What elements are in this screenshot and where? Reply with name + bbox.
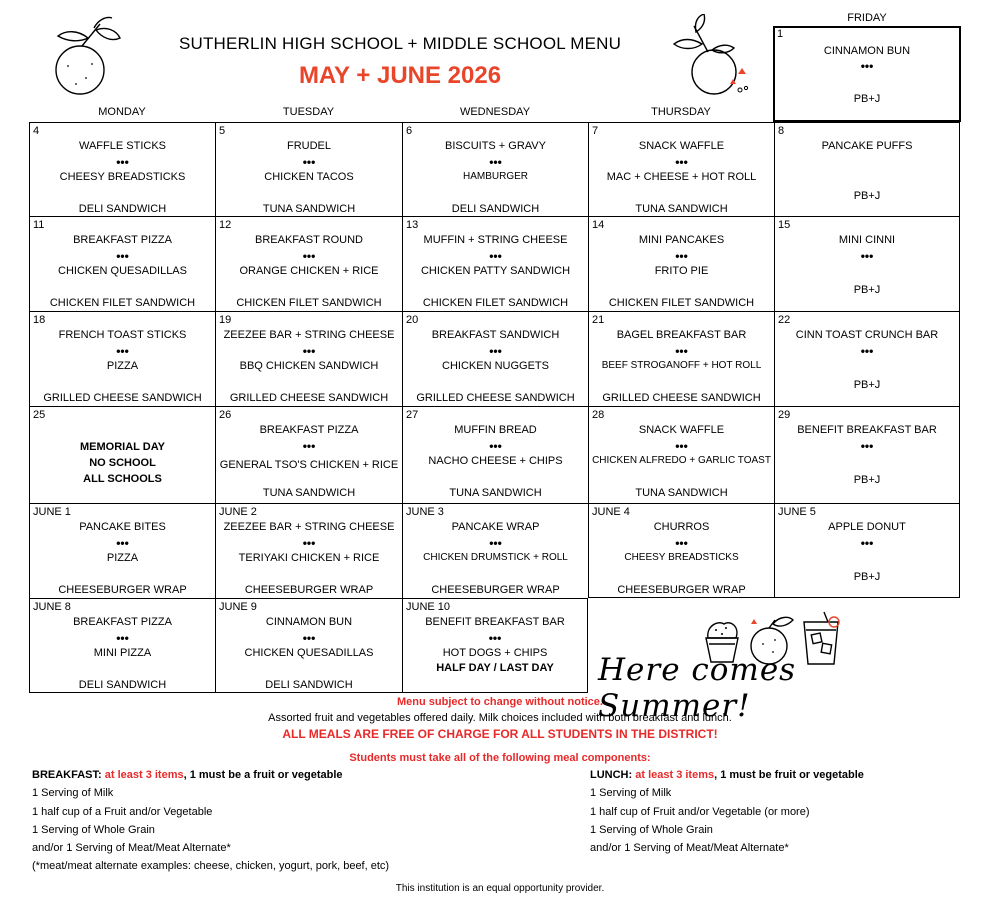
- day-number: JUNE 8: [33, 601, 71, 613]
- menu-item-lunch: GENERAL TSO'S CHICKEN + RICE: [219, 459, 399, 471]
- menu-item-alternate: TUNA SANDWICH: [635, 203, 728, 215]
- menu-item-alternate: TUNA SANDWICH: [262, 203, 356, 215]
- menu-item-breakfast: CHURROS: [653, 521, 710, 533]
- menu-item-alternate: CHICKEN FILET SANDWICH: [608, 297, 755, 309]
- separator-dots: •••: [675, 536, 688, 550]
- lunch-label: LUNCH:: [590, 769, 633, 781]
- separator-dots: •••: [116, 631, 129, 645]
- calendar-day-cell: [215, 503, 402, 598]
- menu-item-breakfast: BREAKFAST ROUND: [255, 234, 363, 246]
- menu-item-breakfast: FRUDEL: [286, 140, 331, 152]
- orange-branch-icon: [38, 8, 128, 98]
- menu-item-alternate: PB+J: [853, 474, 881, 486]
- calendar-day-cell: [215, 122, 402, 216]
- assorted-notice: Assorted fruit and vegetables offered daily. Milk choices included with both breakfast and lunch.: [268, 712, 732, 724]
- day-number: 22: [778, 314, 791, 326]
- day-number: 5: [219, 125, 226, 137]
- day-number: JUNE 3: [406, 506, 444, 518]
- menu-item-alternate: PB+J: [853, 284, 881, 296]
- day-number: 29: [778, 409, 791, 421]
- separator-dots: •••: [675, 439, 688, 453]
- menu-item-alternate: PB+J: [853, 93, 881, 105]
- calendar-day-cell: [29, 598, 215, 693]
- menu-item-alternate: CHEESEBURGER WRAP: [431, 584, 560, 596]
- separator-dots: •••: [860, 59, 874, 73]
- calendar-day-cell: [774, 122, 960, 216]
- separator-dots: •••: [302, 439, 316, 453]
- separator-dots: •••: [116, 536, 129, 550]
- menu-item-alternate: GRILLED CHEESE SANDWICH: [229, 392, 389, 404]
- separator-dots: •••: [116, 249, 129, 263]
- menu-item-breakfast: MUFFIN + STRING CHEESE: [423, 234, 568, 246]
- menu-item-breakfast: BREAKFAST PIZZA: [73, 234, 172, 246]
- day-number: 28: [592, 409, 605, 421]
- menu-item-breakfast: ZEEZEE BAR + STRING CHEESE: [223, 329, 395, 341]
- breakfast-rule-rest: , 1 must be a fruit or vegetable: [183, 769, 343, 781]
- menu-item-lunch: MAC + CHEESE + HOT ROLL: [606, 171, 757, 183]
- menu-item-lunch: CHICKEN NUGGETS: [442, 360, 549, 372]
- list-item: 1 half cup of a Fruit and/or Vegetable: [32, 805, 213, 818]
- summer-greeting: Here comes Summer!: [598, 652, 797, 724]
- menu-item-breakfast: BENEFIT BREAKFAST BAR: [425, 616, 565, 628]
- menu-item-breakfast: FRENCH TOAST STICKS: [58, 329, 187, 341]
- menu-item-breakfast: BREAKFAST PIZZA: [259, 424, 359, 436]
- day-header-tuesday: TUESDAY: [282, 106, 335, 118]
- menu-item-breakfast: PANCAKE BITES: [79, 521, 166, 533]
- day-number: 11: [33, 219, 45, 231]
- menu-item-alternate: PB+J: [853, 571, 881, 583]
- breakfast-requirements: [32, 766, 552, 876]
- menu-item-lunch: HAMBURGER: [462, 171, 528, 182]
- separator-dots: •••: [860, 249, 874, 263]
- menu-item-lunch: FRITO PIE: [654, 265, 709, 277]
- separator-dots: •••: [302, 344, 316, 358]
- separator-dots: •••: [489, 249, 502, 263]
- separator-dots: •••: [489, 439, 502, 453]
- day-number: JUNE 10: [406, 601, 451, 613]
- separator-dots: •••: [860, 344, 874, 358]
- lunch-rule-rest: , 1 must be fruit or vegetable: [714, 769, 864, 781]
- holiday-note: ALL SCHOOLS: [83, 473, 162, 485]
- calendar-day-cell: [588, 122, 774, 216]
- menu-item-alternate: GRILLED CHEESE SANDWICH: [43, 392, 202, 404]
- day-number: 12: [219, 219, 232, 231]
- day-number: JUNE 5: [778, 506, 816, 518]
- calendar-day-cell: [588, 503, 774, 598]
- separator-dots: •••: [489, 155, 502, 169]
- menu-item-lunch: CHEESY BREADSTICKS: [624, 552, 739, 563]
- menu-item-lunch: CHICKEN PATTY SANDWICH: [420, 265, 571, 277]
- menu-item-lunch: NACHO CHEESE + CHIPS: [428, 455, 563, 467]
- separator-dots: •••: [489, 344, 502, 358]
- menu-item-alternate: DELI SANDWICH: [451, 203, 540, 215]
- day-header-wednesday: WEDNESDAY: [459, 106, 531, 118]
- menu-item-lunch: BBQ CHICKEN SANDWICH: [239, 360, 379, 372]
- day-number: 1: [777, 28, 784, 40]
- menu-item-lunch: MINI PIZZA: [93, 647, 152, 659]
- menu-item-lunch: ORANGE CHICKEN + RICE: [239, 265, 379, 277]
- calendar-day-cell: [774, 503, 960, 598]
- menu-item-note: HALF DAY / LAST DAY: [436, 662, 554, 674]
- separator-dots: •••: [302, 536, 316, 550]
- calendar-day-cell: [215, 216, 402, 311]
- day-number: 26: [219, 409, 232, 421]
- calendar-day-cell: [774, 26, 960, 122]
- day-number: 8: [778, 125, 785, 137]
- menu-item-lunch: HOT DOGS + CHIPS: [442, 647, 548, 659]
- separator-dots: •••: [675, 155, 688, 169]
- separator-dots: •••: [860, 536, 874, 550]
- day-number: 4: [33, 125, 40, 137]
- menu-item-breakfast: SNACK WAFFLE: [638, 140, 725, 152]
- day-header-friday: FRIDAY: [847, 12, 887, 24]
- lunch-requirements: [590, 766, 990, 857]
- separator-dots: •••: [488, 631, 502, 645]
- day-header-monday: MONDAY: [98, 106, 146, 118]
- calendar-day-cell: [774, 311, 960, 406]
- calendar-day-cell: [402, 406, 588, 503]
- calendar-day-cell: [774, 216, 960, 311]
- menu-item-alternate: CHEESEBURGER WRAP: [244, 584, 374, 596]
- menu-item-lunch: PIZZA: [106, 360, 139, 372]
- day-number: 19: [219, 314, 232, 326]
- menu-item-alternate: CHICKEN FILET SANDWICH: [422, 297, 569, 309]
- breakfast-rule: at least 3 items: [104, 769, 184, 781]
- day-number: 21: [592, 314, 605, 326]
- day-number: 15: [778, 219, 791, 231]
- breakfast-label: BREAKFAST:: [32, 769, 102, 781]
- lunch-rule: at least 3 items: [635, 769, 715, 781]
- day-number: 6: [406, 125, 413, 137]
- menu-item-breakfast: CINN TOAST CRUNCH BAR: [795, 329, 939, 341]
- menu-item-alternate: PB+J: [853, 190, 881, 202]
- menu-item-breakfast: PANCAKE WRAP: [451, 521, 540, 533]
- menu-item-alternate: TUNA SANDWICH: [449, 487, 542, 499]
- menu-item-lunch: TERIYAKI CHICKEN + RICE: [238, 552, 380, 564]
- day-number: 14: [592, 219, 605, 231]
- calendar-day-cell: [402, 503, 588, 598]
- orange-branch-icon: [668, 14, 758, 100]
- separator-dots: •••: [116, 155, 129, 169]
- menu-item-alternate: DELI SANDWICH: [265, 679, 353, 691]
- calendar-day-cell: [588, 216, 774, 311]
- menu-item-alternate: GRILLED CHEESE SANDWICH: [602, 392, 761, 404]
- calendar-day-cell: [29, 122, 215, 216]
- menu-item-lunch: CHICKEN ALFREDO + GARLIC TOAST: [592, 455, 771, 466]
- components-notice: Students must take all of the following meal components:: [349, 752, 651, 764]
- calendar-day-cell: [402, 598, 588, 693]
- calendar-day-cell: [29, 311, 215, 406]
- menu-item-alternate: DELI SANDWICH: [78, 203, 167, 215]
- menu-item-breakfast: APPLE DONUT: [828, 521, 906, 533]
- calendar-day-cell: [29, 216, 215, 311]
- list-item: 1 Serving of Milk: [32, 787, 114, 800]
- menu-item-lunch: CHICKEN QUESADILLAS: [58, 265, 187, 277]
- menu-item-breakfast: WAFFLE STICKS: [79, 140, 166, 152]
- menu-item-alternate: PB+J: [853, 379, 881, 391]
- menu-item-lunch: CHICKEN QUESADILLAS: [244, 647, 374, 659]
- menu-item-breakfast: BREAKFAST SANDWICH: [431, 329, 560, 341]
- day-number: JUNE 9: [219, 601, 257, 613]
- calendar-day-cell: [29, 406, 215, 503]
- menu-item-lunch: CHICKEN TACOS: [264, 171, 354, 183]
- separator-dots: •••: [302, 249, 316, 263]
- menu-item-breakfast: MINI PANCAKES: [638, 234, 725, 246]
- change-notice: Menu subject to change without notice.: [397, 696, 603, 708]
- menu-item-lunch: CHICKEN DRUMSTICK + ROLL: [423, 552, 568, 563]
- menu-item-alternate: TUNA SANDWICH: [635, 487, 728, 499]
- day-number: JUNE 2: [219, 506, 257, 518]
- menu-item-breakfast: BENEFIT BREAKFAST BAR: [797, 424, 937, 436]
- day-number: 27: [406, 409, 419, 421]
- menu-item-alternate: CHICKEN FILET SANDWICH: [49, 297, 196, 309]
- menu-item-alternate: CHEESEBURGER WRAP: [58, 584, 187, 596]
- calendar-day-cell: [588, 311, 774, 406]
- calendar-day-cell: [402, 122, 588, 216]
- day-number: 13: [406, 219, 419, 231]
- day-number: 25: [33, 409, 46, 421]
- separator-dots: •••: [860, 439, 874, 453]
- menu-item-breakfast: BISCUITS + GRAVY: [445, 140, 546, 152]
- separator-dots: •••: [302, 631, 316, 645]
- menu-item-alternate: TUNA SANDWICH: [262, 487, 356, 499]
- menu-item-alternate: DELI SANDWICH: [78, 679, 167, 691]
- day-header-thursday: THURSDAY: [651, 106, 711, 118]
- menu-item-lunch: PIZZA: [106, 552, 139, 564]
- menu-item-lunch: CHEESY BREADSTICKS: [59, 171, 186, 183]
- separator-dots: •••: [675, 249, 688, 263]
- calendar-day-cell: [588, 406, 774, 503]
- menu-item-breakfast: BREAKFAST PIZZA: [73, 616, 172, 628]
- menu-item-breakfast: MINI CINNI: [838, 234, 896, 246]
- list-item: 1 Serving of Whole Grain: [590, 823, 713, 836]
- separator-dots: •••: [116, 344, 129, 358]
- day-number: 20: [406, 314, 419, 326]
- menu-item-breakfast: MUFFIN BREAD: [454, 424, 537, 436]
- holiday-note: MEMORIAL DAY: [80, 441, 165, 453]
- calendar-day-cell: [215, 406, 402, 503]
- day-number: 7: [592, 125, 599, 137]
- calendar-day-cell: [215, 598, 402, 693]
- menu-item-breakfast: ZEEZEE BAR + STRING CHEESE: [223, 521, 395, 533]
- menu-item-breakfast: SNACK WAFFLE: [638, 424, 725, 436]
- separator-dots: •••: [489, 536, 502, 550]
- menu-item-breakfast: BAGEL BREAKFAST BAR: [616, 329, 747, 341]
- menu-item-alternate: GRILLED CHEESE SANDWICH: [416, 392, 575, 404]
- list-item: 1 Serving of Whole Grain: [32, 823, 155, 836]
- day-number: JUNE 1: [33, 506, 71, 518]
- menu-item-breakfast: CINNAMON BUN: [823, 45, 911, 57]
- list-item: and/or 1 Serving of Meat/Meat Alternate*: [32, 842, 231, 855]
- menu-item-alternate: CHICKEN FILET SANDWICH: [236, 297, 382, 309]
- menu-item-lunch: BEEF STROGANOFF + HOT ROLL: [601, 360, 762, 371]
- school-title: SUTHERLIN HIGH SCHOOL + MIDDLE SCHOOL MENU: [178, 34, 622, 53]
- day-number: JUNE 4: [592, 506, 630, 518]
- calendar-day-cell: [215, 311, 402, 406]
- menu-dates: MAY + JUNE 2026: [298, 62, 502, 89]
- menu-item-alternate: CHEESEBURGER WRAP: [617, 584, 746, 596]
- calendar-day-cell: [402, 311, 588, 406]
- free-meals-notice: ALL MEALS ARE FREE OF CHARGE FOR ALL STUDENTS IN THE DISTRICT!: [282, 727, 718, 741]
- list-item: (*meat/meat alternate examples: cheese, chicken, yogurt, pork, beef, etc): [32, 860, 390, 873]
- calendar-day-cell: [774, 406, 960, 503]
- equal-opportunity-notice: This institution is an equal opportunity provider.: [395, 883, 605, 894]
- calendar-day-cell: [29, 503, 215, 598]
- menu-item-breakfast: CINNAMON BUN: [265, 616, 353, 628]
- list-item: 1 half cup of Fruit and/or Vegetable (or more): [590, 805, 810, 818]
- list-item: 1 Serving of Milk: [590, 787, 672, 800]
- separator-dots: •••: [675, 344, 688, 358]
- holiday-note: NO SCHOOL: [89, 457, 156, 469]
- list-item: and/or 1 Serving of Meat/Meat Alternate*: [590, 842, 789, 855]
- separator-dots: •••: [302, 155, 316, 169]
- day-number: 18: [33, 314, 46, 326]
- calendar-day-cell: [402, 216, 588, 311]
- menu-item-breakfast: PANCAKE PUFFS: [821, 140, 913, 152]
